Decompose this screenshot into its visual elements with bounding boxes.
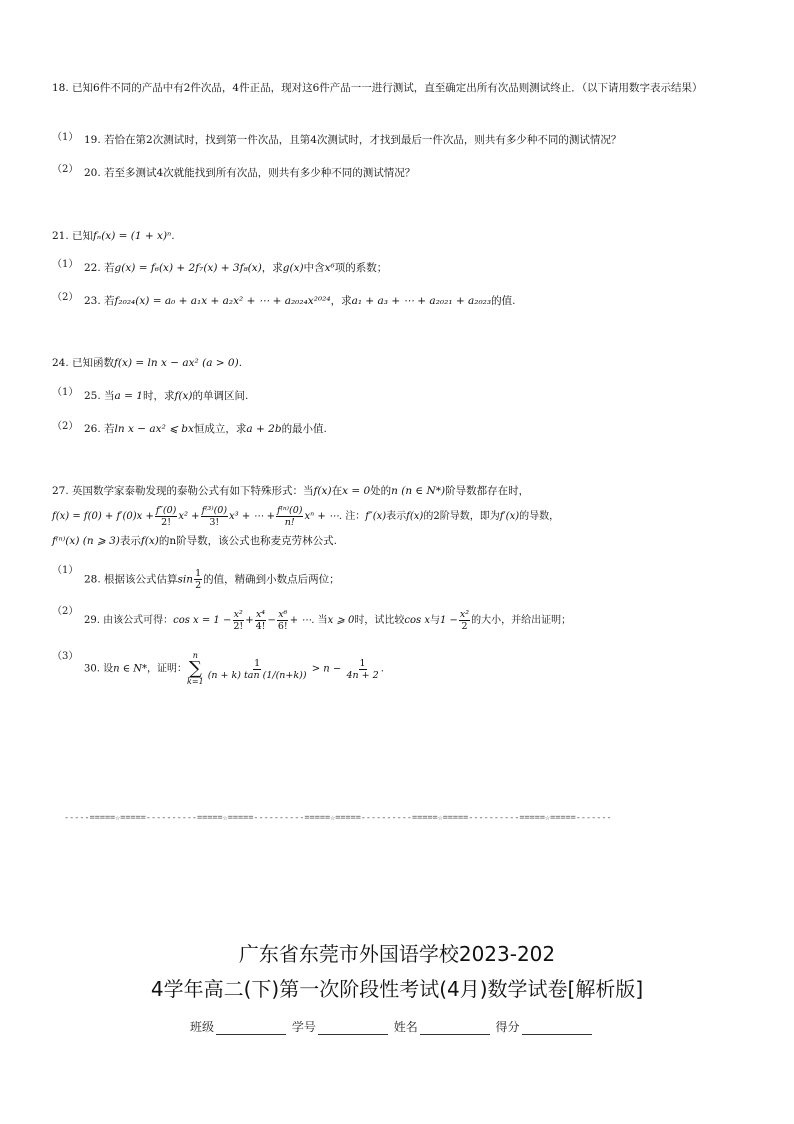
fraction: $\frac{1}{4n + 2}$ [346, 657, 379, 681]
q27-line1: 27. 英国数学家泰勒发现的泰勒公式有如下特殊形式：当f(x)在x = 0处的n (n ∈ N*)阶导数都存在时， [52, 485, 530, 497]
q27-line3: f⁽ⁿ⁾(x) (n ⩾ 3)表示f(x)的n阶导数，该公式也称麦克劳林公式. [52, 535, 337, 547]
fraction: $\frac{1}{2}$ [195, 568, 202, 591]
summation: n ∑ k=1 [187, 651, 204, 686]
class-blank[interactable] [216, 1022, 286, 1035]
q27-part3-tag: （3） [52, 651, 79, 662]
q24-part1: 25. 当a = 1时，求f(x)的单调区间. [84, 390, 249, 402]
q27-line2-formula: f(x) = f(0) + f′(0)x + $\frac{f''(0)}{2!}$ x² + $\frac{\text{f⁽³⁾(0)}}{3!}$ x³ + ⋯ + $\frac{\text{f⁽ⁿ⁾(0)}}{n!}$ xⁿ + ⋯. 注：f″(x)表示f(x)的2阶导数，即为f′(x)的导数， [52, 505, 560, 528]
name-blank[interactable] [420, 1022, 490, 1035]
q21-stem: 21. 已知fₙ(x) = (1 + x)ⁿ. [52, 230, 175, 242]
fraction: $\frac{\text{x²}}{2!}$ [233, 609, 244, 632]
q27-part1: 28. 根据该公式估算sin $\frac{1}{2}$ 的值，精确到小数点后两位； [84, 568, 340, 591]
q18-part2: 20. 若至多测试4次就能找到所有次品，则共有多少种不同的测试情况？ [84, 167, 416, 179]
exam-title-line1: 广东省东莞市外国语学校2023-202 [238, 942, 556, 966]
student-info-fields [190, 1018, 594, 1035]
q21-stem-math: fₙ(x) = (1 + x)ⁿ. [93, 230, 175, 242]
q18-stem: 18. 已知6件不同的产品中有2件次品，4件正品，现对这6件产品一一进行测试，直至确定出所有次品则测试终止．（以下请用数字表示结果） [52, 82, 703, 94]
q27-part2: 29. 由该公式可得：cos x = 1 − $\frac{\text{x²}}{2!}$ + $\frac{\text{x⁴}}{4!}$ − $\frac{\text{x⁶}}{6!}$ + ⋯. 当x ⩾ 0时，试比较cos x与1 − $\frac{\text{x²}}{2}$ 的大小，并给出证明； [84, 609, 572, 632]
name-label: 姓名 [393, 1020, 418, 1034]
score-label: 得分 [495, 1020, 520, 1034]
q21-part2: 23. 若f₂₀₂₄(x) = a₀ + a₁x + a₂x² + ⋯ + a₂₀₂₄x²⁰²⁴，求a₁ + a₃ + ⋯ + a₂₀₂₁ + a₂₀₂₃的值. [84, 295, 516, 307]
q18-part2-tag: （2） [52, 164, 79, 175]
q21-part1-tag: （1） [52, 259, 79, 270]
fraction: $\frac{1}{(n + k) \tan (1/(n+k))}$ [207, 657, 307, 681]
q24-part1-tag: （1） [52, 387, 79, 398]
student-no-blank[interactable] [318, 1022, 388, 1035]
class-label: 班级 [190, 1020, 215, 1034]
q27-part1-tag: （1） [52, 565, 79, 576]
fraction: $\frac{\text{x²}}{2}$ [459, 609, 470, 632]
student-no-label: 学号 [291, 1020, 316, 1034]
q18-part1-tag: （1） [52, 132, 79, 143]
q24-part2: 26. 若ln x − ax² ⩽ bx恒成立，求a + 2b的最小值. [84, 423, 327, 435]
q24-stem: 24. 已知函数f(x) = ln x − ax² (a > 0). [52, 357, 243, 369]
fraction: $\frac{\text{x⁶}}{6!}$ [277, 609, 288, 632]
q21-part1: 22. 若g(x) = f₆(x) + 2f₇(x) + 3f₈(x)，求g(x)中含x⁶项的系数； [84, 262, 388, 274]
q18-part1: 19. 若恰在第2次测试时，找到第一件次品，且第4次测试时，才找到最后一件次品，则共有多少种不同的测试情况？ [84, 134, 622, 146]
q24-part2-tag: （2） [52, 421, 79, 432]
fraction: $\frac{f''(0)}{2!}$ [155, 505, 177, 528]
fraction: $\frac{\text{f⁽ⁿ⁾(0)}}{n!}$ [276, 505, 303, 528]
section-divider: -----=====☆=====----------=====☆=====----------=====☆=====----------=====☆=====----------=====☆=====------- [64, 813, 612, 823]
q27-part2-tag: （2） [52, 606, 79, 617]
fraction: $\frac{\text{f⁽³⁾(0)}}{3!}$ [201, 505, 228, 528]
score-blank[interactable] [522, 1022, 592, 1035]
fraction: $\frac{\text{x⁴}}{4!}$ [255, 609, 266, 632]
q27-part3: 30. 设n ∈ N*，证明： n ∑ k=1 $\frac{1}{(n + k) \tan (1/(n+k))}$ > n − $\frac{1}{4n + 2}$ . [84, 651, 384, 686]
q21-part2-tag: （2） [52, 292, 79, 303]
exam-title-line2: 4学年高二(下)第一次阶段性考试(4月)数学试卷[解析版] [150, 977, 644, 1001]
